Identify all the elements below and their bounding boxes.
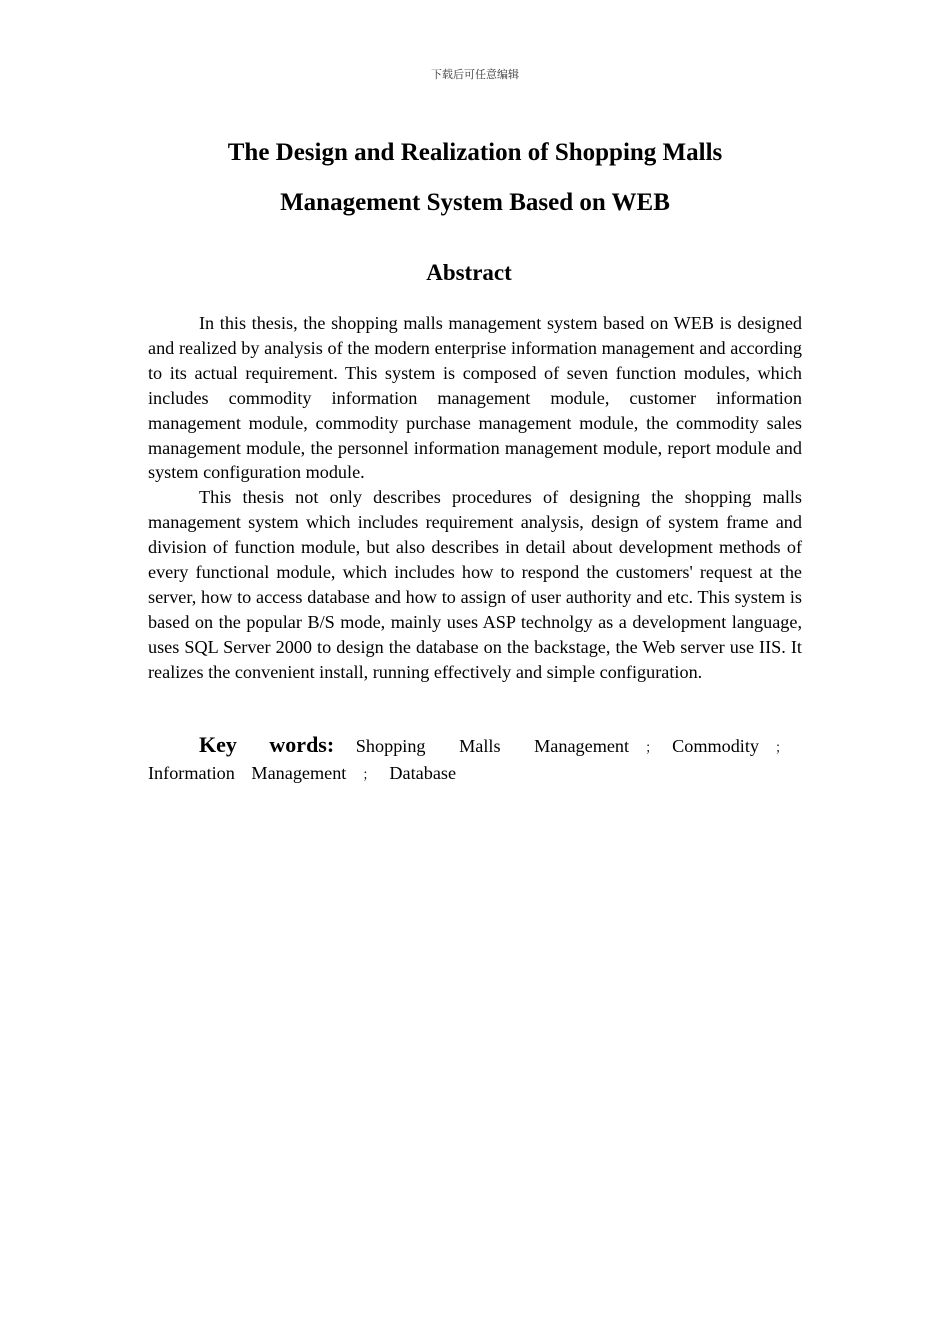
title-line-2: Management System Based on WEB xyxy=(280,189,670,216)
keyword-term: Commodity xyxy=(672,736,759,756)
keywords xyxy=(148,733,802,788)
keyword-term: Information Management xyxy=(148,763,347,783)
abstract-paragraph-1: In this thesis, the shopping malls management system based on WEB is designed and realized by analysis of the modern enterprise information management and according to its actual requirement. This system is composed of seven function modules, which includes commodity information management module, customer information management module, commodity purchase management module, the commodity sales management module, the personnel information management module, report module and system configuration module. xyxy=(148,313,802,483)
abstract-heading: Abstract xyxy=(426,260,512,285)
abstract-paragraph-2: This thesis not only describes procedures of designing the shopping malls management system which includes requirement analysis, design of system frame and division of function module, but also describes in detail about development methods of every functional module, which includes how to respond the customers' request at the server, how to access database and how to assign of user authority and etc. This system is based on the popular B/S mode, mainly uses ASP technolgy as a development language, uses SQL Server 2000 to design the database on the backstage, the Web server use IIS. It realizes the convenient install, running effectively and simple configuration. xyxy=(148,487,802,682)
keyword-separator: ； xyxy=(775,741,789,756)
abstract-body xyxy=(148,311,802,685)
header-note: 下载后可任意编辑 xyxy=(431,68,519,81)
keyword-separator: ； xyxy=(645,741,659,756)
title-line-1: The Design and Realization of Shopping Malls xyxy=(227,139,723,166)
keyword-term: Shopping Malls Management xyxy=(355,736,630,756)
keyword-separator: ； xyxy=(362,768,376,783)
keyword-term: Database xyxy=(389,763,457,783)
keywords-label: Key words: xyxy=(199,732,335,757)
document-title xyxy=(148,128,802,228)
